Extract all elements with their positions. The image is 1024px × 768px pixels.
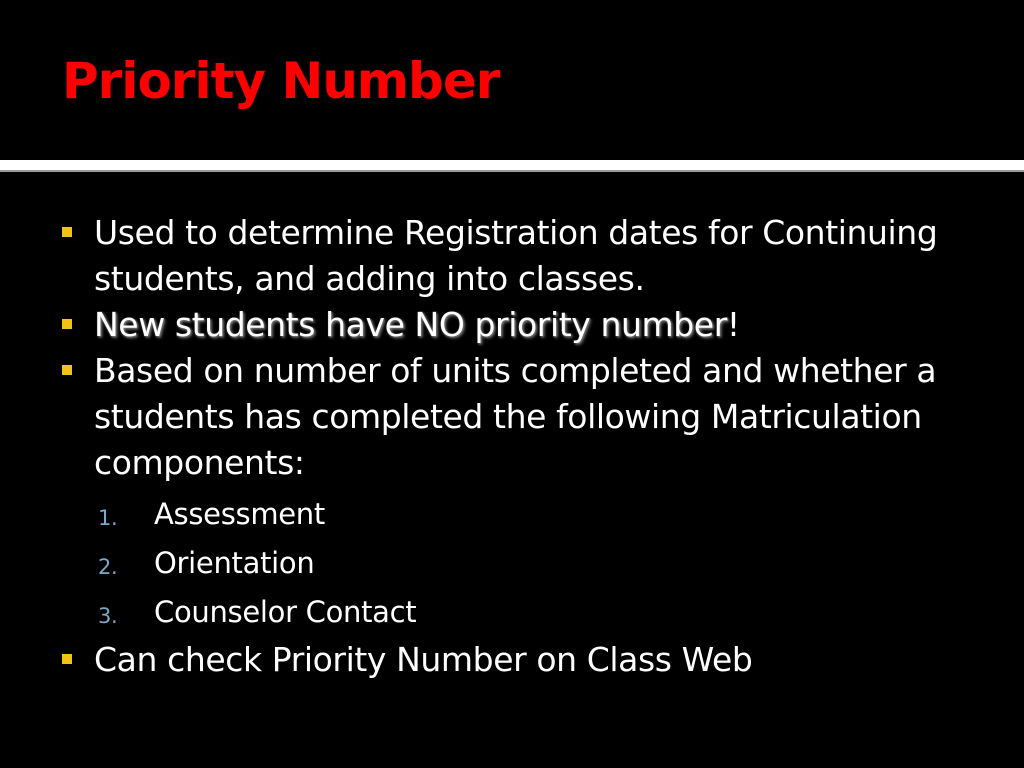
component-label: Orientation [154, 546, 315, 580]
square-bullet-icon [62, 365, 72, 375]
title-divider [0, 160, 1024, 172]
component-item-counselor-contact [94, 588, 980, 637]
bullet-item-class-web [60, 637, 980, 683]
component-item-orientation [94, 539, 980, 588]
square-bullet-icon [62, 227, 72, 237]
bullet-item-units [60, 348, 980, 637]
bullet-item-new-students [60, 302, 980, 348]
square-bullet-icon [62, 654, 72, 664]
bullet-text: Can check Priority Number on Class Web [94, 640, 753, 679]
slide-title: Priority Number [62, 52, 500, 110]
bullet-list [60, 210, 980, 683]
title-bar [0, 0, 1024, 160]
component-item-assessment [94, 490, 980, 539]
component-number: 3. [98, 604, 118, 628]
square-bullet-icon [62, 319, 72, 329]
bullet-text: Based on number of units completed and whether a students has completed the following Matriculation components: [94, 351, 937, 482]
component-list [94, 490, 980, 637]
slide-body [0, 172, 1024, 768]
bullet-text: Used to determine Registration dates for Continuing students, and adding into classes. [94, 213, 938, 298]
bullet-text-emphasis: New students have NO priority number [94, 305, 727, 344]
component-label: Assessment [154, 497, 325, 531]
bullet-item-registration [60, 210, 980, 302]
bullet-text-punctuation: ! [726, 305, 740, 344]
component-label: Counselor Contact [154, 595, 417, 629]
component-number: 1. [98, 506, 118, 530]
component-number: 2. [98, 555, 118, 579]
